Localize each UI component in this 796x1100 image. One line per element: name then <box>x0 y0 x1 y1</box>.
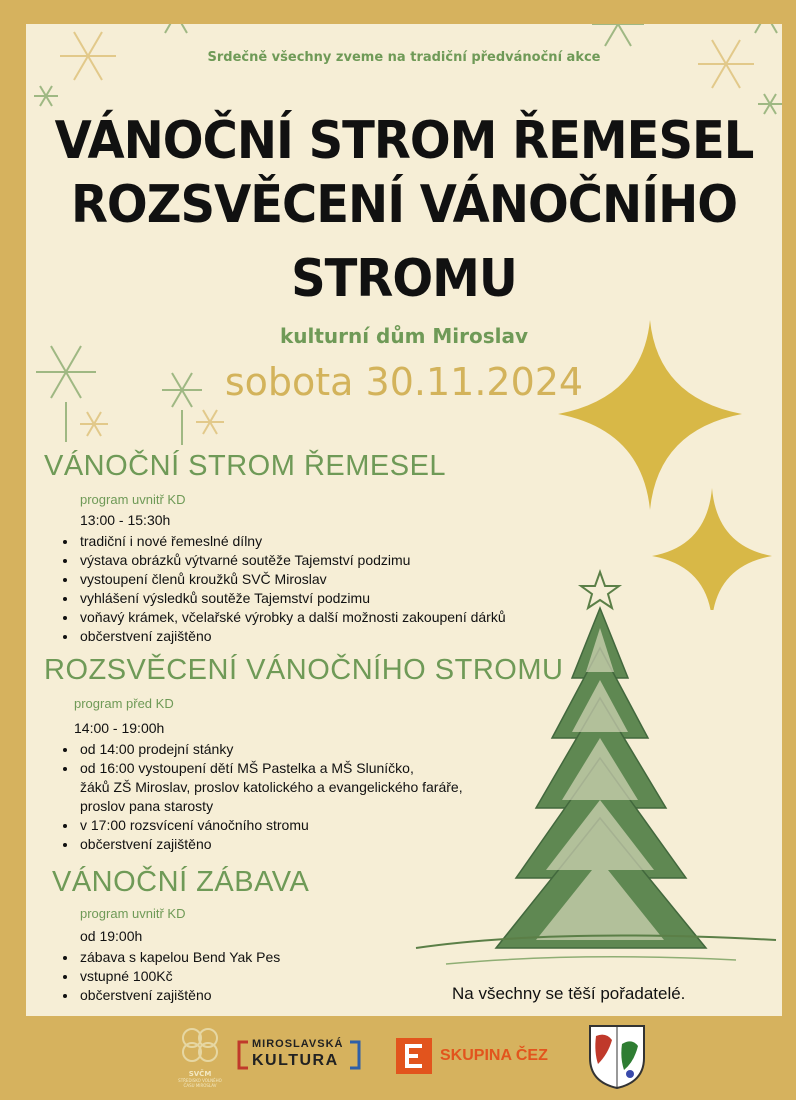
list-item: • vystoupení členů kroužků SVČ Miroslav <box>78 570 678 589</box>
section-time: 14:00 - 19:00h <box>74 720 165 736</box>
section-heading-craft-tree: VÁNOČNÍ STROM ŘEMESEL <box>44 450 447 482</box>
list-item: • občerstvení zajištěno <box>78 835 598 854</box>
title-line-2: ROZSVĚCENÍ VÁNOČNÍHO <box>70 175 738 235</box>
list-item: • vstupné 100Kč <box>78 967 478 986</box>
section-subtitle: program uvnitř KD <box>80 492 186 507</box>
svcm-logo <box>176 1024 224 1096</box>
closing-line: Na všechny se těší pořadatelé. <box>452 984 686 1003</box>
list-item: • občerstvení zajištěno <box>78 627 678 646</box>
program-list-craft-tree <box>56 532 678 646</box>
skupina-cez-logo <box>396 1038 576 1074</box>
svcm-abbr: SVČM <box>188 1070 212 1078</box>
title-line-1: VÁNOČNÍ STROM ŘEMESEL <box>54 111 754 171</box>
list-item: • od 16:00 vystoupení dětí MŠ Pastelka a MŠ Sluníčko, žáků ZŠ Miroslav, proslov katolického a evangelického faráře, proslov pana starosty <box>78 759 598 816</box>
poster <box>26 24 782 1016</box>
program-list-tree-lighting <box>56 740 598 854</box>
section-subtitle: program uvnitř KD <box>80 906 186 921</box>
program-list-party <box>56 948 478 1005</box>
kultura-line-1: MIROSLAVSKÁ <box>252 1038 344 1050</box>
section-time: od 19:00h <box>80 928 143 944</box>
cez-square-icon <box>396 1038 432 1074</box>
section-heading-tree-lighting: ROZSVĚCENÍ VÁNOČNÍHO STROMU <box>44 654 564 686</box>
list-item: • zábava s kapelou Bend Yak Pes <box>78 948 478 967</box>
kultura-line-2: KULTURA <box>252 1052 339 1069</box>
bracket-icon <box>348 1040 362 1070</box>
section-time: 13:00 - 15:30h <box>80 512 171 528</box>
bracket-icon <box>236 1040 250 1070</box>
event-date: sobota 30.11.2024 <box>224 360 584 404</box>
coat-of-arms-icon <box>588 1024 646 1090</box>
section-heading-party: VÁNOČNÍ ZÁBAVA <box>52 866 310 898</box>
list-item: • tradiční i nové řemeslné dílny <box>78 532 678 551</box>
list-item: • výstava obrázků výtvarné soutěže Tajemství podzimu <box>78 551 678 570</box>
sponsor-logos <box>0 1016 796 1100</box>
svcm-caption: STŘEDISKO VOLNÉHO ČASU MIROSLAV <box>178 1078 222 1088</box>
cez-label: SKUPINA ČEZ <box>440 1047 548 1064</box>
clover-icon <box>176 1024 224 1066</box>
list-item: • v 17:00 rozsvícení vánočního stromu <box>78 816 598 835</box>
miroslavska-kultura-logo <box>236 1034 360 1082</box>
title-line-3: STROMU <box>291 249 517 309</box>
venue: kulturní dům Miroslav <box>279 324 529 348</box>
invitation-line: Srdečně všechny zveme na tradiční předvánoční akce <box>207 50 601 65</box>
list-item: • voňavý krámek, včelařské výrobky a další možnosti zakoupení dárků <box>78 608 678 627</box>
list-item: • občerstvení zajištěno <box>78 986 478 1005</box>
list-item: • od 14:00 prodejní stánky <box>78 740 598 759</box>
section-subtitle: program před KD <box>74 696 174 711</box>
list-item: • vyhlášení výsledků soutěže Tajemství podzimu <box>78 589 678 608</box>
